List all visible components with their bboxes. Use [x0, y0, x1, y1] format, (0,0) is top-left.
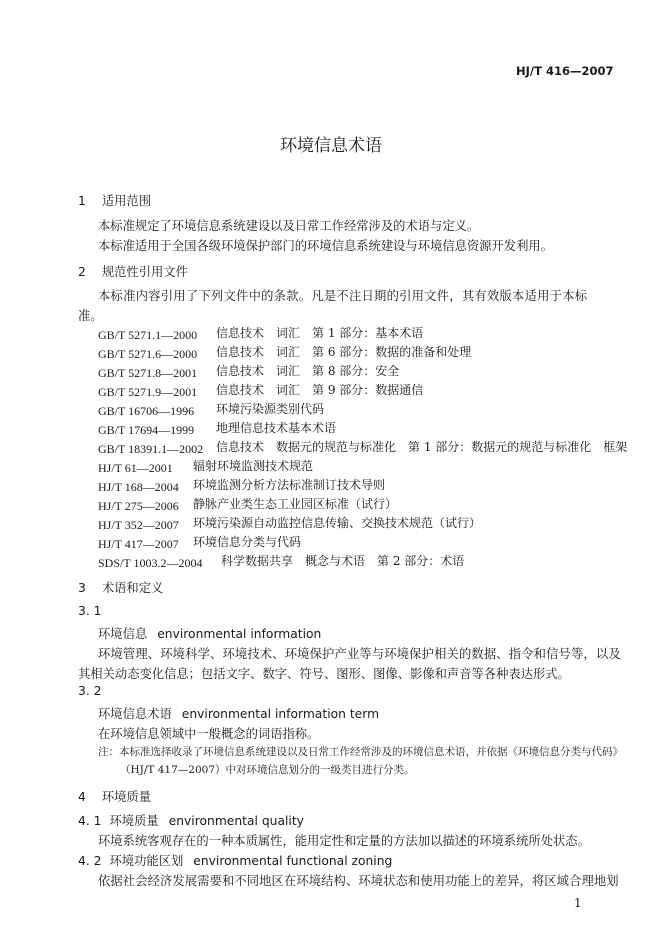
reference-item — [98, 552, 202, 571]
page-title: 环境信息术语 — [280, 136, 382, 156]
reference-title: 辐射环境监测技术规范 — [193, 459, 314, 473]
reference-item — [98, 343, 197, 362]
reference-item — [98, 438, 203, 457]
definition: 依据社会经济发展需要和不同地区在环境结构、环境状态和使用功能上的差异，将区域合理地划 — [98, 874, 619, 888]
reference-code: GB/T 5271.1—2000 — [98, 328, 198, 342]
section-title: 适用范围 — [101, 194, 152, 208]
reference-code: HJ/T 168—2004 — [98, 480, 179, 494]
clause-number: 3. 2 — [78, 684, 102, 698]
reference-code: SDS/T 1003.2—2004 — [98, 556, 203, 570]
section-number: 3 — [78, 581, 86, 595]
reference-title: 地理信息技术基本术语 — [216, 421, 337, 435]
reference-title: 信息技术 词汇 第 9 部分：数据通信 — [216, 383, 424, 397]
reference-code: GB/T 5271.8—2001 — [98, 366, 198, 380]
reference-title: 信息技术 词汇 第 1 部分：基本术语 — [216, 326, 424, 340]
reference-item — [98, 419, 194, 438]
clause-number: 4. 2 — [78, 854, 102, 868]
term-english: environmental quality — [168, 814, 304, 828]
reference-code: GB/T 16706—1996 — [98, 404, 195, 418]
reference-item — [98, 495, 179, 514]
reference-code: HJ/T 61—2001 — [98, 461, 173, 475]
clause-number: 4. 1 — [78, 814, 102, 828]
note: 注：本标准选择收录了环境信息系统建设以及日常工作经常涉及的环境信息术语，并依据《环境信息分类与代码》 — [98, 746, 623, 758]
term-entry — [98, 704, 379, 722]
clause-number: 3. 1 — [78, 604, 102, 618]
term-chinese: 环境信息 — [98, 627, 148, 641]
reference-title: 环境信息分类与代码 — [193, 535, 302, 549]
reference-title: 环境污染源类别代码 — [216, 402, 325, 416]
page-number: 1 — [574, 896, 582, 910]
term-english: environmental information — [157, 627, 322, 641]
reference-item — [98, 362, 197, 381]
reference-item — [98, 533, 179, 552]
document-code: HJ/T 416—2007 — [516, 64, 614, 78]
reference-code: HJ/T 352—2007 — [98, 518, 179, 532]
reference-title: 信息技术 数据元的规范与标准化 第 1 部分：数据元的规范与标准化 框架 — [216, 440, 628, 454]
reference-item — [98, 476, 179, 495]
section-number: 4 — [78, 790, 86, 804]
section-2-heading — [78, 262, 188, 280]
term-chinese: 环境功能区划 — [109, 854, 184, 868]
reference-item — [98, 457, 173, 476]
note: （HJ/T 417—2007）中对环境信息划分的一级类目进行分类。 — [120, 764, 415, 776]
reference-code: GB/T 5271.9—2001 — [98, 385, 198, 399]
section-1-heading — [78, 191, 151, 209]
paragraph: 本标准内容引用了下列文件中的条款。凡是不注日期的引用文件，其有效版本适用于本标 — [98, 289, 588, 303]
term-chinese: 环境信息术语 — [98, 707, 172, 721]
term-chinese: 环境质量 — [109, 814, 159, 828]
reference-code: GB/T 17694—1999 — [98, 423, 195, 437]
section-title: 环境质量 — [101, 790, 152, 804]
section-title: 规范性引用文件 — [101, 265, 188, 279]
reference-title: 信息技术 词汇 第 6 部分：数据的准备和处理 — [216, 345, 472, 359]
reference-title: 环境污染源自动监控信息传输、交换技术规范（试行） — [193, 516, 482, 530]
definition: 在环境信息领域中一般概念的词语指称。 — [98, 727, 320, 741]
term-english: environmental information term — [181, 707, 380, 721]
reference-item — [98, 381, 197, 400]
term-entry — [98, 624, 321, 642]
term-english: environmental functional zoning — [193, 854, 393, 868]
reference-code: HJ/T 275—2006 — [98, 499, 179, 513]
reference-title: 信息技术 词汇 第 8 部分：安全 — [216, 364, 400, 378]
section-4-heading — [78, 787, 151, 805]
term-entry — [78, 851, 392, 869]
definition: 环境系统客观存在的一种本质属性，能用定性和定量的方法加以描述的环境系统所处状态。 — [98, 834, 590, 848]
reference-title: 静脉产业类生态工业园区标准（试行） — [193, 497, 398, 511]
reference-title: 环境监测分析方法标准制订技术导则 — [193, 478, 386, 492]
section-number: 2 — [78, 265, 86, 279]
paragraph: 本标准适用于全国各级环境保护部门的环境信息系统建设与环境信息资源开发利用。 — [98, 239, 553, 253]
reference-item — [98, 324, 197, 343]
reference-code: GB/T 5271.6—2000 — [98, 347, 198, 361]
definition: 其相关动态变化信息；包括文字、数字、符号、图形、图像、影像和声音等各种表达形式。 — [78, 667, 570, 681]
term-entry — [78, 811, 304, 829]
section-3-heading — [78, 578, 163, 596]
reference-title: 科学数据共享 概念与术语 第 2 部分：术语 — [221, 554, 465, 568]
section-title: 术语和定义 — [101, 581, 164, 595]
definition: 环境管理、环境科学、环境技术、环境保护产业等与环境保护相关的数据、指令和信号等，以及 — [98, 647, 621, 661]
reference-item — [98, 400, 194, 419]
paragraph: 准。 — [78, 309, 103, 323]
reference-item — [98, 514, 179, 533]
reference-code: HJ/T 417—2007 — [98, 537, 179, 551]
reference-code: GB/T 18391.1—2002 — [98, 442, 204, 456]
paragraph: 本标准规定了环境信息系统建设以及日常工作经常涉及的术语与定义。 — [98, 219, 480, 233]
section-number: 1 — [78, 194, 86, 208]
